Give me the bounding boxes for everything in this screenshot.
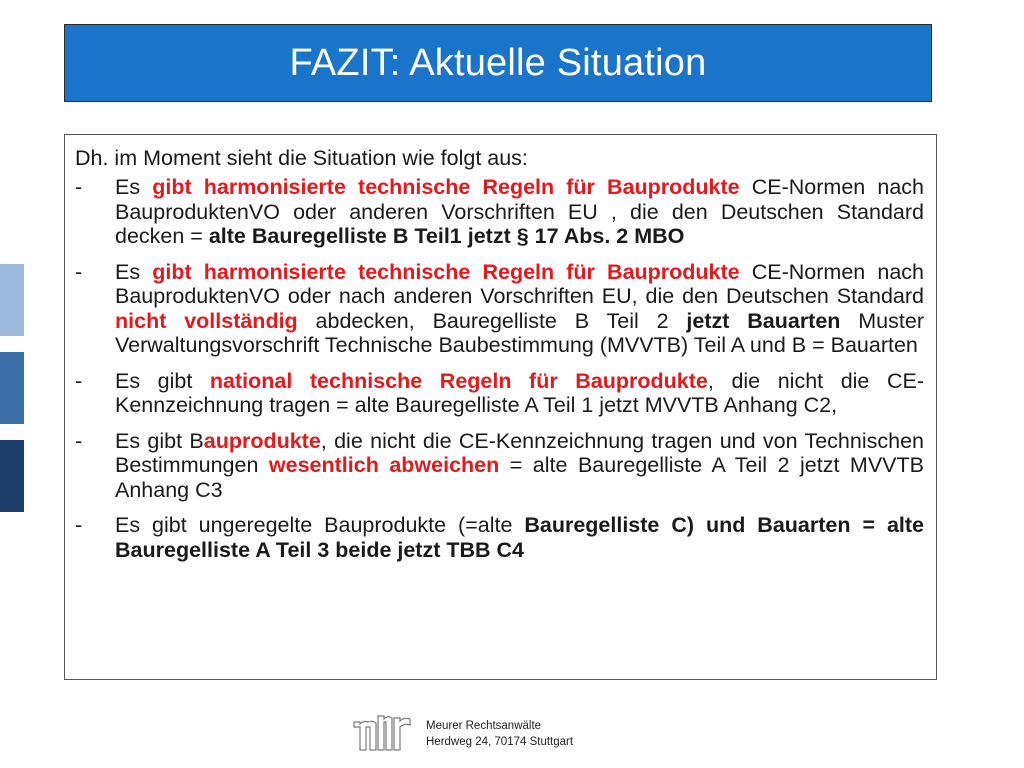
highlighted-text: nicht vollständig [115,308,298,333]
footer-address [426,718,573,750]
bullet-marker: - [75,513,83,537]
body-text: Es [115,259,153,284]
body-text: Es [115,175,153,199]
body-text: Muster Verwaltungsvorschrift Technische Baubestimmung (MVVTB) Teil A und B = Bauarten [115,308,924,357]
footer-company-name: Meurer Rechtsanwälte [426,720,542,732]
slide-title-bar [64,24,932,102]
body-text: CE-Normen nach BauproduktenVO oder anderen Vorschriften EU , die den Deutschen Standard decken = [115,175,924,248]
bold-text: jetzt Bauarten [686,308,841,333]
side-accent-bar-light [0,264,24,336]
bullet-marker: - [75,368,83,393]
highlighted-text: wesentlich abweichen [268,453,500,477]
bullet-item [75,513,924,562]
highlighted-text: auprodukte [203,428,321,453]
bullet-list [75,175,924,562]
body-text: CE-Normen nach BauproduktenVO oder nach anderen Vorschriften EU, die den Deutschen Standard [115,259,924,308]
bold-text: Bauregelliste C) und Bauarten = alte Bauregelliste A Teil 3 beide jetzt TBB C4 [115,513,924,562]
bullet-item [75,369,924,418]
body-text: Es gibt ungeregelte Bauprodukte (=alte [115,513,525,537]
bullet-item [75,429,924,503]
bullet-marker: - [75,175,83,199]
bullet-marker: - [75,259,83,284]
side-accent-bar-dark [0,440,24,512]
content-box [64,134,937,680]
mr-logo-icon [352,712,412,752]
highlighted-text: national technische Regeln für Bauprodukte [209,368,708,393]
side-accent-bar-mid [0,352,24,424]
bullet-item [75,175,924,249]
body-text: Es gibt [115,368,210,393]
body-text: Es gibt B [115,428,204,453]
bullet-item [75,260,924,358]
bold-text: alte Bauregelliste B Teil1 jetzt § 17 Abs. 2 MBO [208,224,685,248]
intro-text: Dh. im Moment sieht die Situation wie folgt aus: [75,146,528,170]
highlighted-text: gibt harmonisierte technische Regeln für Bauprodukte [152,175,740,199]
slide-title: FAZIT: Aktuelle Situation [289,41,707,84]
bullet-marker: - [75,428,83,453]
footer-street-address: Herdweg 24, 70174 Stuttgart [426,736,574,748]
body-text: abdecken, Bauregelliste B Teil 2 [297,308,687,333]
body-text: , die nicht die CE-Kennzeichnung tragen und von Technischen Bestimmungen [115,428,924,477]
highlighted-text: gibt harmonisierte technische Regeln für Bauprodukte [152,259,740,284]
body-text: , die nicht die CE-Kennzeichnung tragen = alte Bauregelliste A Teil 1 jetzt MVVTB Anhang C2, [115,368,924,417]
body-text: = alte Bauregelliste A Teil 2 jetzt MVVTB Anhang C3 [115,453,924,502]
